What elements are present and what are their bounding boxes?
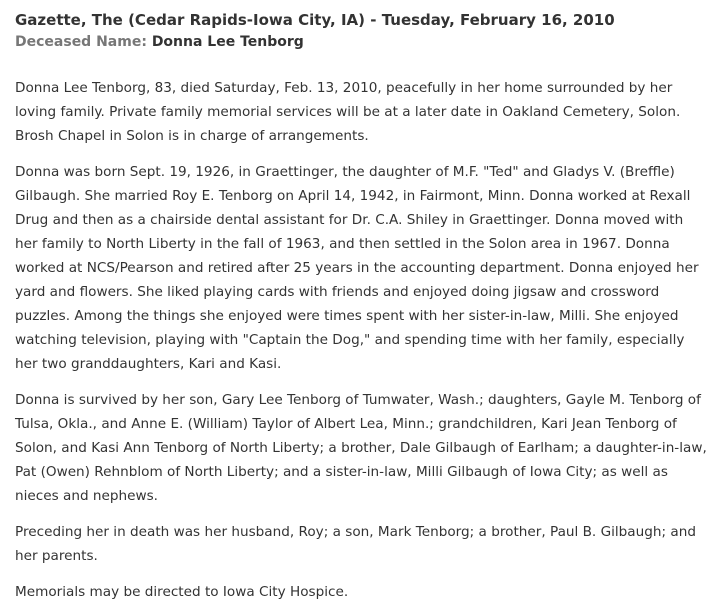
deceased-label: Deceased Name:: [15, 34, 147, 50]
deceased-name: Donna Lee Tenborg: [151, 34, 304, 50]
paragraph-death-notice: Donna Lee Tenborg, 83, died Saturday, Feb. 13, 2010, peacefully in her home surrounded by her loving family. Private family memorial services will be at a later date in Oakland Cemetery, Solon. Brosh Chapel in Solon is in charge of arrangements.: [15, 80, 681, 144]
publication-headline: Gazette, The (Cedar Rapids-Iowa City, IA) - Tuesday, February 16, 2010: [15, 11, 615, 29]
paragraph-biography: Donna was born Sept. 19, 1926, in Graettinger, the daughter of M.F. "Ted" and Gladys V. (Breffle) Gilbaugh. She married Roy E. Tenborg on April 14, 1942, in Fairmont, Minn. Donna worked at Rexall Drug and then as a chairside dental assistant for Dr. C.A. Shiley in Graettinger. Donna moved with her family to North Liberty in the fall of 1963, and then settled in the Solon area in 1967. Donna worked at NCS/Pearson and retired after 25 years in the accounting department. Donna enjoyed her yard and flowers. She liked playing cards with friends and enjoyed doing jigsaw and crossword puzzles. Among the things she enjoyed were times spent with her sister-in-law, Milli. She enjoyed watching television, playing with "Captain the Dog," and spending time with her family, especially her two granddaughters, Kari and Kasi.: [15, 164, 699, 372]
paragraph-preceded: Preceding her in death was her husband, Roy; a son, Mark Tenborg; a brother, Paul B. Gilbaugh; and her parents.: [15, 524, 696, 564]
deceased-line: [15, 32, 707, 52]
obituary-body: [15, 76, 707, 604]
paragraph-memorials: Memorials may be directed to Iowa City Hospice.: [15, 584, 349, 600]
paragraph-survivors: Donna is survived by her son, Gary Lee Tenborg of Tumwater, Wash.; daughters, Gayle M. Tenborg of Tulsa, Okla., and Anne E. (William) Taylor of Albert Lea, Minn.; grandchildren, Kari Jean Tenborg of Solon, and Kasi Ann Tenborg of North Liberty; a brother, Dale Gilbaugh of Earlham; a daughter-in-law, Pat (Owen) Rehnblom of North Liberty; and a sister-in-law, Milli Gilbaugh of Iowa City; as well as nieces and nephews.: [15, 392, 707, 504]
